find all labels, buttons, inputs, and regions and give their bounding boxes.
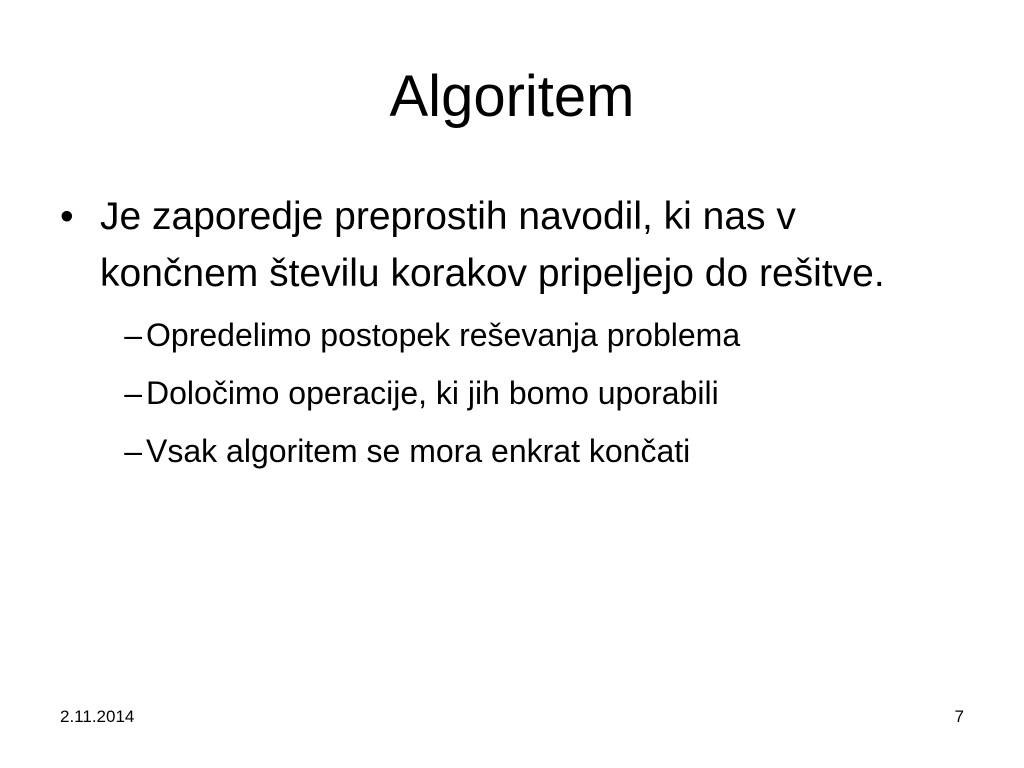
slide-title: Algoritem bbox=[389, 64, 635, 129]
sub-bullet-text: Vsak algoritem se mora enkrat končati bbox=[146, 433, 691, 469]
footer-date: 2.11.2014 bbox=[60, 707, 135, 726]
sub-bullet-item bbox=[100, 422, 960, 480]
sub-bullet-text: Opredelimo postopek reševanja problema bbox=[146, 317, 741, 353]
bullet-marker: • bbox=[60, 195, 74, 238]
sub-bullet-marker: – bbox=[124, 375, 142, 411]
sub-bullet-marker: – bbox=[124, 317, 142, 353]
sub-bullet-list bbox=[100, 306, 960, 480]
sub-bullet-item bbox=[100, 306, 960, 364]
sub-bullet-item bbox=[100, 364, 960, 422]
bullet-text: Je zaporedje preprostih navodil, ki nas v končnem številu korakov pripeljejo do rešitve. bbox=[100, 195, 885, 295]
bullet-list bbox=[60, 188, 960, 480]
sub-bullet-marker: – bbox=[124, 433, 142, 469]
bullet-item bbox=[60, 188, 960, 480]
page-number: 7 bbox=[954, 707, 964, 726]
sub-bullet-text: Določimo operacije, ki jih bomo uporabili bbox=[146, 375, 719, 411]
